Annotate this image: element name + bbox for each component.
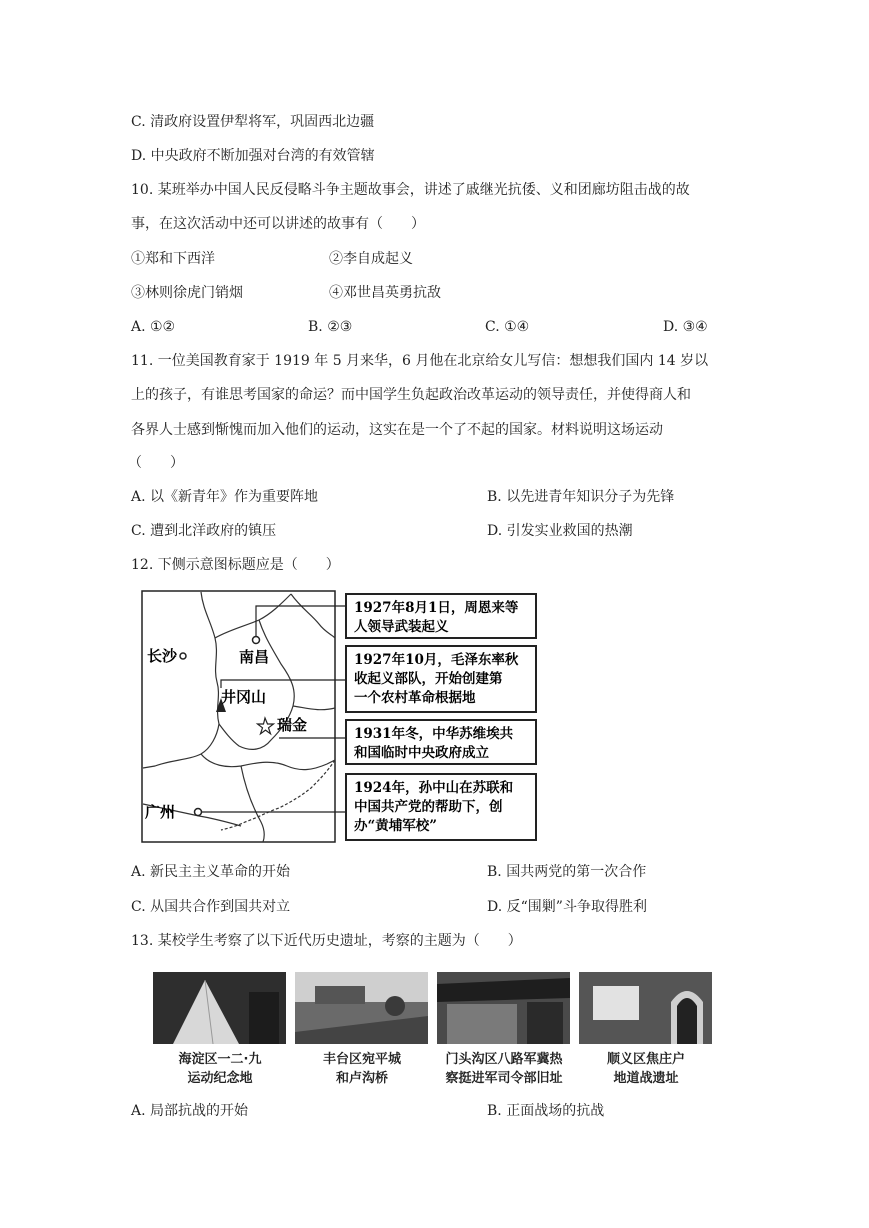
q11-stem-line3: 各界人士感到惭愧而加入他们的运动，这实在是一个了不起的国家。材料说明这场运动 [131,422,663,438]
event-box-2 [346,646,536,712]
q13-stem: 13. 某校学生考察了以下近代历史遗址，考察的主题为（ ） [131,933,522,949]
caption-shunyi: 顺义区焦庄户 地道战遗址 [606,1052,685,1086]
svg-text:中国共产党的帮助下，创: 中国共产党的帮助下，创 [354,799,503,815]
q10-option-d: D. ③④ [663,319,708,335]
q10-option-a: A. ①② [131,319,176,335]
q9-option-d: D. 中央政府不断加强对台湾的有效管辖 [131,148,375,164]
q10-stem-line1: 10. 某班举办中国人民反侵略斗争主题故事会，讲述了戚继光抗倭、义和团廊坊阻击战的故 [131,182,690,198]
q10-item-4: ④邓世昌英勇抗敌 [329,285,441,301]
svg-text:1927年8月1日，周恩来等: 1927年8月1日，周恩来等 [354,600,519,616]
changsha-marker-icon [180,653,186,659]
svg-text:一个农村革命根据地: 一个农村革命根据地 [354,690,476,706]
caption-mentougou: 门头沟区八路军冀热 察挺进军司令部旧址 [445,1052,563,1086]
svg-text:收起义部队，开始创建第: 收起义部队，开始创建第 [354,671,503,687]
q12-option-d: D. 反“围剿”斗争取得胜利 [487,899,647,915]
q12-option-a: A. 新民主主义革命的开始 [131,864,291,880]
caption-fengtai: 丰台区宛平城 和卢沟桥 [322,1052,401,1086]
guangzhou-marker-icon [195,809,202,816]
photo-jiaozhuanghu-tunnel [579,972,712,1044]
caption-haidian: 海淀区一二·九 运动纪念地 [178,1052,262,1086]
q13-option-b: B. 正面战场的抗战 [487,1103,605,1119]
city-label-ruijin: 瑞金 [277,716,308,734]
svg-text:1927年10月，毛泽东率秋: 1927年10月，毛泽东率秋 [354,652,519,668]
event-box-1 [346,594,536,638]
q11-stem-line2: 上的孩子，有谁思考国家的命运？而中国学生负起政治改革运动的领导责任，并使得商人和 [131,387,691,403]
q10-stem-line2: 事，在这次活动中还可以讲述的故事有（ ） [131,216,425,232]
city-label-jinggangshan: 井冈山 [221,688,267,706]
svg-text:和国临时中央政府成立: 和国临时中央政府成立 [354,745,489,761]
revolution-map [141,590,541,844]
q12-option-c: C. 从国共合作到国共对立 [131,899,291,915]
historic-sites-photos [150,962,720,1090]
q10-item-3: ③林则徐虎门销烟 [131,285,243,301]
city-label-nanchang: 南昌 [239,648,270,666]
q11-option-b: B. 以先进青年知识分子为先锋 [487,489,675,505]
q11-stem-line1: 11. 一位美国教育家于 1919 年 5 月来华，6 月他在北京给女儿写信：想想我们国内 14 岁以 [131,353,709,369]
photo-haidian-memorial [153,972,286,1044]
q11-stem-line4: （ ） [128,455,184,471]
city-label-guangzhou: 广州 [145,803,176,821]
svg-text:人领导武装起义: 人领导武装起义 [354,619,449,635]
q11-option-a: A. 以《新青年》作为重要阵地 [131,489,319,505]
photo-mentougou-headquarters [437,972,570,1044]
q10-item-1: ①郑和下西洋 [131,251,215,267]
q9-option-c: C. 清政府设置伊犁将军，巩固西北边疆 [131,114,375,130]
svg-text:办“黄埔军校”: 办“黄埔军校” [354,818,438,834]
city-label-changsha: 长沙 [147,647,178,665]
q10-item-2: ②李自成起义 [329,251,413,267]
event-box-4 [346,774,536,840]
event-box-3 [346,720,536,764]
q10-option-b: B. ②③ [308,319,353,335]
q12-option-b: B. 国共两党的第一次合作 [487,864,647,880]
q12-stem: 12. 下侧示意图标题应是（ ） [131,557,340,573]
q11-option-c: C. 遭到北洋政府的镇压 [131,523,277,539]
svg-text:1924年，孙中山在苏联和: 1924年，孙中山在苏联和 [354,780,514,796]
q10-option-c: C. ①④ [485,319,530,335]
svg-text:1931年冬，中华苏维埃共: 1931年冬，中华苏维埃共 [354,726,514,742]
q11-option-d: D. 引发实业救国的热潮 [487,523,633,539]
nanchang-marker-icon [253,637,260,644]
photo-wanping-lugou-bridge [295,972,428,1044]
q13-option-a: A. 局部抗战的开始 [131,1103,249,1119]
